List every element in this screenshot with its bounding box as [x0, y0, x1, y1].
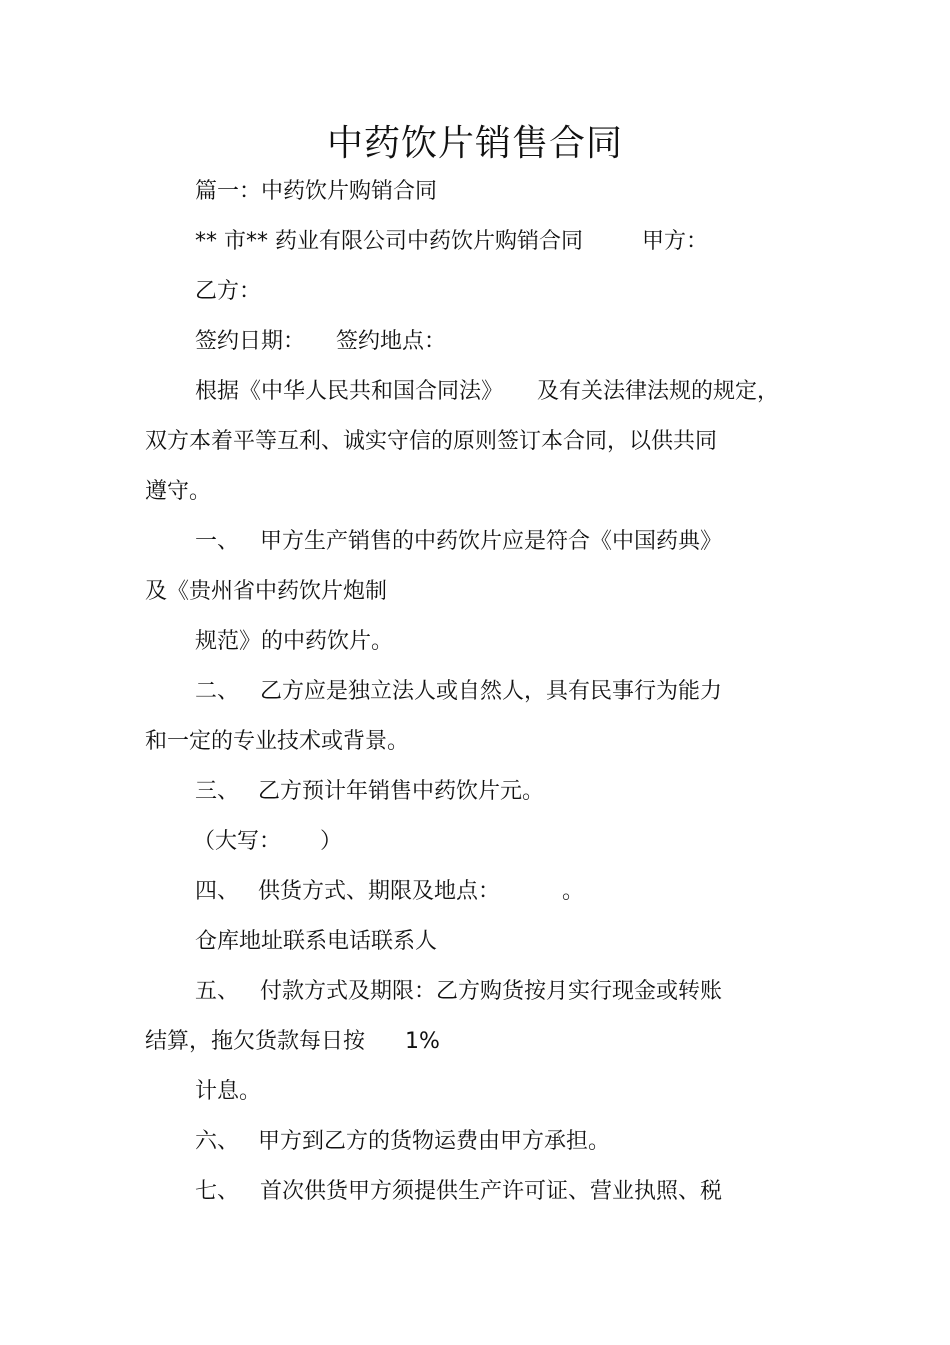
- text-line: [258, 876, 500, 908]
- clause-number: 五、: [195, 979, 240, 1004]
- text-line: [642, 226, 708, 258]
- text-line: [195, 1176, 239, 1208]
- clause-number: 七、: [195, 1179, 240, 1204]
- clause-number: 六、: [195, 1129, 240, 1154]
- text-line: [195, 1126, 239, 1158]
- signing-place-label: 签约地点：: [336, 329, 447, 354]
- text-line: [260, 976, 722, 1008]
- clause-text: 和一定的专业技术或背景。: [145, 729, 410, 754]
- text-line: [145, 426, 717, 458]
- paragraph-text: 遵守。: [145, 479, 212, 504]
- clause-number: 三、: [195, 779, 240, 804]
- text-line: [336, 326, 446, 358]
- clause-text: 付款方式及期限：乙方购货按月实行现金或转账: [260, 979, 723, 1004]
- text-line: [260, 1176, 722, 1208]
- paragraph-text: 及有关法律法规的规定，: [537, 379, 780, 404]
- text-line: [195, 876, 239, 908]
- text-line: [195, 176, 437, 208]
- clause-text: 甲方生产销售的中药饮片应是符合《中国药典》: [260, 529, 723, 554]
- clause-text: 首次供货甲方须提供生产许可证、营业执照、税: [260, 1179, 723, 1204]
- text-line: [195, 526, 239, 558]
- text-line: [562, 876, 584, 908]
- text-line: [195, 1076, 261, 1108]
- text-line: [195, 276, 261, 308]
- section-heading: 篇一：中药饮片购销合同: [195, 179, 438, 204]
- text-line: [260, 526, 722, 558]
- text-line: [195, 776, 239, 808]
- clause-period: 。: [562, 879, 585, 904]
- party-b-label: 乙方：: [195, 279, 262, 304]
- interest-rate: 1%: [405, 1029, 440, 1054]
- text-line: [195, 976, 239, 1008]
- text-line: [195, 226, 583, 258]
- signing-date-label: 签约日期：: [195, 329, 306, 354]
- amount-in-words-close: ）: [320, 829, 343, 854]
- text-line: [193, 826, 281, 858]
- clause-text: 结算，拖欠货款每日按: [145, 1029, 366, 1054]
- party-a-label: 甲方：: [642, 229, 709, 254]
- text-line: [145, 726, 409, 758]
- paragraph-text: 根据《中华人民共和国合同法》: [195, 379, 504, 404]
- clause-text: 计息。: [195, 1079, 262, 1104]
- clause-text: 供货方式、期限及地点：: [258, 879, 501, 904]
- clause-text: 甲方到乙方的货物运费由甲方承担。: [258, 1129, 611, 1154]
- text-line: [195, 376, 503, 408]
- text-line: [537, 376, 779, 408]
- text-line: [258, 1126, 610, 1158]
- warehouse-info: 仓库地址联系电话联系人: [195, 929, 438, 954]
- text-line: [195, 326, 305, 358]
- text-line: [195, 626, 393, 658]
- contract-name: ** 市** 药业有限公司中药饮片购销合同: [195, 229, 583, 254]
- text-line: [258, 776, 544, 808]
- text-line: [320, 826, 342, 858]
- document-title: 中药饮片销售合同: [326, 123, 623, 164]
- clause-text: 规范》的中药饮片。: [195, 629, 394, 654]
- text-line: [405, 1026, 440, 1058]
- clause-text: 乙方应是独立法人或自然人，具有民事行为能力: [260, 679, 723, 704]
- text-line: [145, 476, 211, 508]
- clause-number: 一、: [195, 529, 240, 554]
- amount-in-words-label: （大写：: [193, 829, 282, 854]
- text-line: [195, 926, 437, 958]
- text-line: [195, 676, 239, 708]
- text-line: [145, 576, 387, 608]
- text-line: [145, 1026, 365, 1058]
- clause-number: 二、: [195, 679, 240, 704]
- paragraph-text: 双方本着平等互利、诚实守信的原则签订本合同，以供共同: [145, 429, 718, 454]
- text-line: [260, 676, 722, 708]
- clause-text: 乙方预计年销售中药饮片元。: [258, 779, 545, 804]
- clause-number: 四、: [195, 879, 240, 904]
- clause-text: 及《贵州省中药饮片炮制: [145, 579, 388, 604]
